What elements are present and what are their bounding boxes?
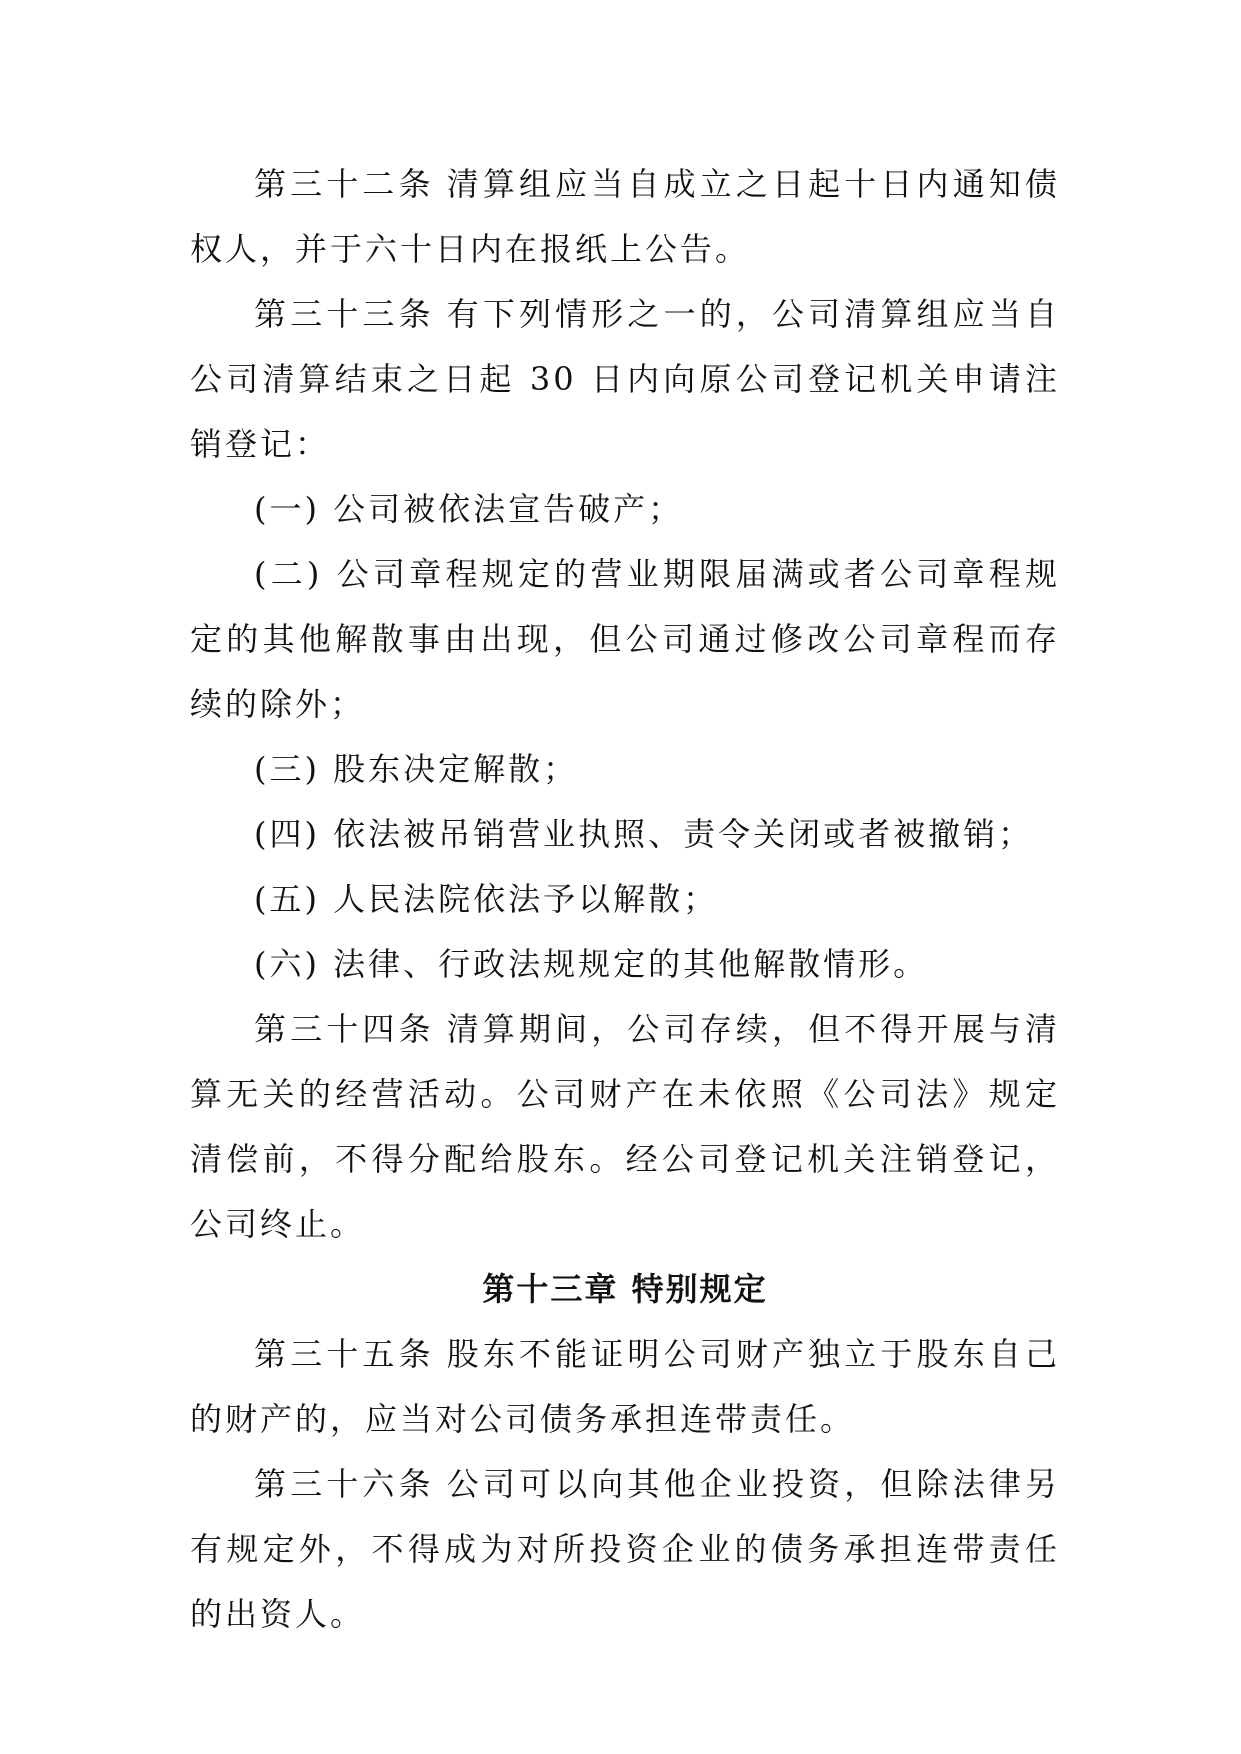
article-text: 清算期间，公司存续，但不得开展与清算无关的经营活动。公司财产在未依照《公司法》规定清偿前，不得分配给股东。经公司登记机关注销登记，公司终止。: [190, 1010, 1060, 1243]
article-number: 第三十四条: [254, 1010, 435, 1048]
article-text: 清算组应当自成立之日起十日内通知债权人，并于六十日内在报纸上公告。: [190, 165, 1060, 268]
article-32: [190, 152, 1060, 282]
article-33: [190, 282, 1060, 477]
article-35: [190, 1322, 1060, 1452]
list-item-6: (六) 法律、行政法规规定的其他解散情形。: [254, 945, 929, 983]
chapter-title: 第十三章 特别规定: [482, 1270, 768, 1308]
article-text: 有下列情形之一的，公司清算组应当自公司清算结束之日起 30 日内向原公司登记机关申请注销登记：: [190, 295, 1060, 463]
article-34: [190, 997, 1060, 1257]
list-item-3: (三) 股东决定解散；: [254, 750, 579, 788]
list-item-4: (四) 依法被吊销营业执照、责令关闭或者被撤销；: [254, 815, 1034, 853]
document-body: [190, 152, 1060, 1647]
list-item-2: (二) 公司章程规定的营业期限届满或者公司章程规定的其他解散事由出现，但公司通过修改公司章程而存续的除外；: [190, 555, 1060, 723]
article-number: 第三十二条: [254, 165, 435, 203]
article-number: 第三十三条: [254, 295, 435, 333]
article-text: 股东不能证明公司财产独立于股东自己的财产的，应当对公司债务承担连带责任。: [190, 1335, 1060, 1438]
article-text: 公司可以向其他企业投资，但除法律另有规定外，不得成为对所投资企业的债务承担连带责任的出资人。: [190, 1465, 1060, 1633]
list-item-5: (五) 人民法院依法予以解散；: [254, 880, 719, 918]
article-number: 第三十五条: [254, 1335, 435, 1373]
list-item-1: (一) 公司被依法宣告破产；: [254, 490, 684, 528]
article-number: 第三十六条: [254, 1465, 435, 1503]
article-36: [190, 1452, 1060, 1647]
